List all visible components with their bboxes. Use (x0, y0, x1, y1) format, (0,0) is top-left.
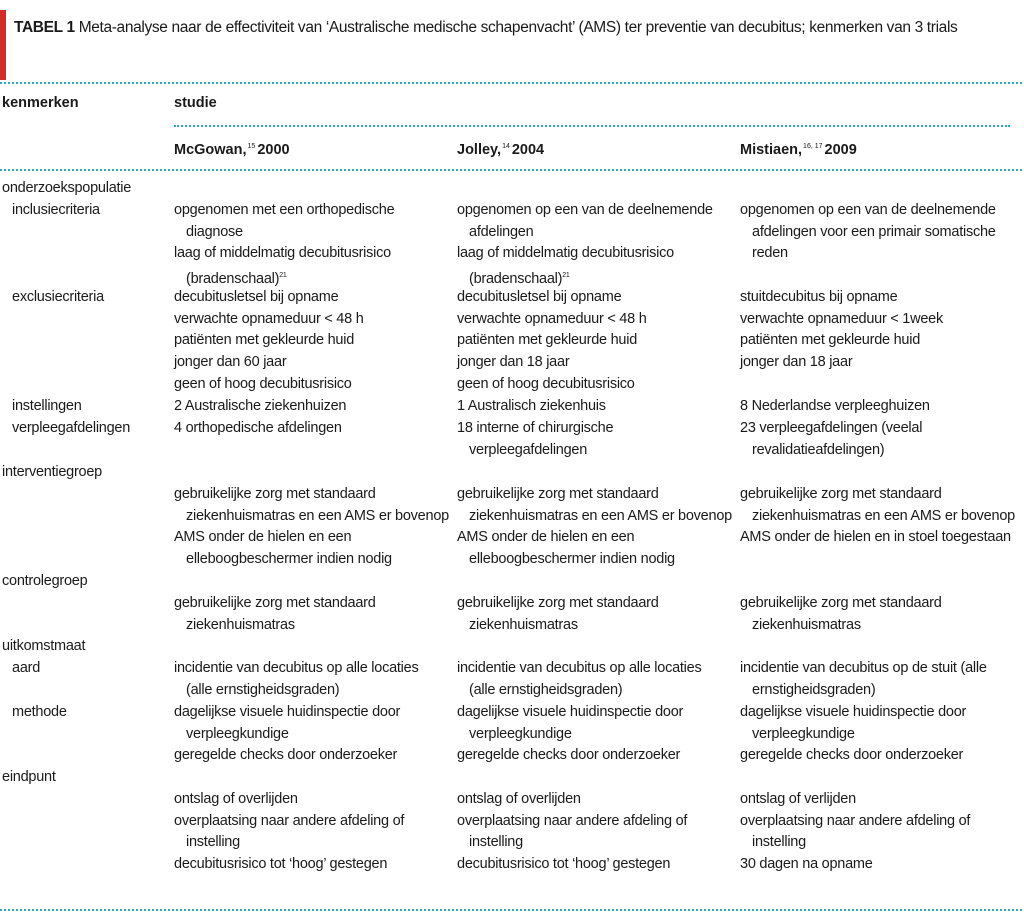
cell-line: (alle ernstigheidsgraden) (186, 681, 340, 698)
cell-line: gebruikelijke zorg met standaard (457, 486, 659, 502)
study-name: Mistiaen, (740, 141, 803, 158)
cell-line: 4 orthopedische afdelingen (174, 420, 342, 436)
title-accent-bar (0, 10, 6, 80)
cell-line: patiënten met gekleurde huid (174, 332, 355, 349)
cell-line: overplaatsing naar andere afdeling of (457, 812, 688, 829)
study-year: 2009 (824, 141, 857, 158)
cell-line: dagelijkse visuele huidinspectie door (740, 704, 967, 720)
cell-line: incidentie van decubitus op alle locaties (457, 660, 702, 676)
cell-line: verwachte opnameduur < 48 h (174, 310, 364, 327)
label-uitkomstmaat: uitkomstmaat (2, 638, 86, 654)
cell-line: dagelijkse visuele huidinspectie door (174, 704, 401, 720)
cell-line: gebruikelijke zorg met standaard (174, 486, 376, 502)
table-number: TABEL 1 (14, 19, 75, 36)
cell-line: opgenomen met een orthopedische (174, 202, 395, 218)
label-aard: aard (12, 660, 41, 676)
cell-line: elleboogbeschermer indien nodig (469, 551, 675, 568)
cell-line: 30 dagen na opname (740, 856, 873, 873)
cell-line-text: (bradenschaal) (186, 270, 280, 287)
cell-interv-mistiaen (740, 484, 1015, 549)
cell-line: reden (752, 245, 788, 262)
cell-line: instelling (469, 834, 523, 851)
cell-line: ernstigheidsgraden) (752, 681, 876, 698)
cell-incl-mcgowan (174, 200, 394, 291)
cell-contr-mcgowan (174, 593, 376, 636)
cell-line: AMS onder de hielen en een (457, 529, 635, 546)
header-kenmerken: kenmerken (2, 95, 79, 111)
cell-methode-jolley (457, 702, 683, 767)
label-instellingen: instellingen (12, 398, 82, 414)
cell-line: jonger dan 18 jaar (740, 354, 853, 371)
cell-line: 23 verpleegafdelingen (veelal (740, 420, 923, 436)
cell-line: ontslag of overlijden (457, 791, 581, 807)
cell-line: 8 Nederlandse verpleeghuizen (740, 398, 930, 414)
cell-line: AMS onder de hielen en een (174, 529, 352, 546)
cell-line: ziekenhuismatras (186, 616, 295, 633)
label-inclusiecriteria: inclusiecriteria (12, 202, 100, 218)
table-title (14, 18, 957, 38)
cell-line: geen of hoog decubitusrisico (457, 375, 635, 392)
cell-line: decubitusrisico tot ‘hoog’ gestegen (174, 856, 388, 873)
cell-line: revalidatieafdelingen) (752, 441, 885, 458)
cell-line: ziekenhuismatras (752, 616, 861, 633)
label-methode: methode (12, 704, 67, 720)
cell-excl-mistiaen (740, 287, 943, 374)
cell-line: opgenomen op een van de deelnemende (457, 202, 713, 218)
cell-line: verwachte opnameduur < 48 h (457, 310, 647, 327)
citation-ref: 21 (279, 272, 287, 280)
cell-line: geregelde checks door onderzoeker (457, 747, 681, 764)
cell-inst-mcgowan (174, 396, 346, 418)
cell-excl-mcgowan (174, 287, 364, 396)
cell-line: ziekenhuismatras en een AMS er bovenop (752, 507, 1015, 524)
cell-eind-jolley (457, 789, 687, 876)
cell-line: gebruikelijke zorg met standaard (740, 486, 942, 502)
header-rule (0, 169, 1022, 171)
bottom-rule (0, 909, 1022, 911)
cell-line: incidentie van decubitus op alle locaties (174, 660, 419, 676)
cell-line: geregelde checks door onderzoeker (174, 747, 398, 764)
cell-line: jonger dan 60 jaar (174, 354, 287, 371)
cell-line: afdelingen voor een primair somatische (752, 223, 996, 240)
cell-verpl-jolley (457, 418, 613, 461)
cell-line: ziekenhuismatras en een AMS er bovenop (469, 507, 732, 524)
cell-line: decubitusrisico tot ‘hoog’ gestegen (457, 856, 671, 873)
cell-inst-mistiaen (740, 396, 930, 418)
cell-line: 2 Australische ziekenhuizen (174, 398, 347, 414)
cell-excl-jolley (457, 287, 647, 396)
cell-line: gebruikelijke zorg met standaard (740, 595, 942, 611)
study-header-jolley (457, 138, 544, 159)
cell-eind-mcgowan (174, 789, 404, 876)
cell-line: instelling (186, 834, 240, 851)
cell-line: laag of middelmatig decubitusrisico (457, 245, 674, 262)
cell-methode-mistiaen (740, 702, 966, 767)
cell-aard-jolley (457, 658, 701, 701)
table-caption: Meta-analyse naar de effectiviteit van ‘Australische medische schapenvacht’ (AMS) ter preventie van decubitus; kenmerken van 3 trials (78, 19, 958, 36)
cell-line: verwachte opnameduur < 1week (740, 310, 943, 327)
cell-line: diagnose (186, 223, 243, 240)
cell-line: patiënten met gekleurde huid (457, 332, 638, 349)
table-title-bar (0, 10, 1024, 80)
study-ref: 14 (502, 143, 510, 150)
study-header-mistiaen (740, 138, 857, 159)
cell-line: opgenomen op een van de deelnemende (740, 202, 996, 218)
cell-interv-jolley (457, 484, 732, 571)
cell-line: ziekenhuismatras en een AMS er bovenop (186, 507, 449, 524)
cell-methode-mcgowan (174, 702, 400, 767)
study-group-rule (174, 125, 1010, 127)
cell-line: afdelingen (469, 223, 534, 240)
header-studie: studie (174, 95, 217, 111)
cell-aard-mistiaen (740, 658, 987, 701)
cell-incl-mistiaen (740, 200, 996, 265)
cell-line: verpleegkundige (752, 725, 855, 742)
study-name: Jolley, (457, 141, 502, 158)
study-year: 2004 (511, 141, 545, 158)
label-exclusiecriteria: exclusiecriteria (12, 289, 104, 305)
cell-line: ziekenhuismatras (469, 616, 578, 633)
cell-line: decubitusletsel bij opname (457, 289, 622, 305)
label-interventiegroep: interventiegroep (2, 464, 102, 480)
cell-verpl-mistiaen (740, 418, 922, 461)
label-eindpunt: eindpunt (2, 769, 56, 785)
cell-incl-jolley (457, 200, 713, 291)
cell-line: ontslag of overlijden (174, 791, 298, 807)
study-name: McGowan, (174, 141, 247, 158)
cell-line: dagelijkse visuele huidinspectie door (457, 704, 684, 720)
cell-line: laag of middelmatig decubitusrisico (174, 245, 391, 262)
cell-interv-mcgowan (174, 484, 449, 571)
cell-line-text: (bradenschaal) (469, 270, 563, 287)
study-header-mcgowan (174, 138, 290, 159)
cell-line: patiënten met gekleurde huid (740, 332, 921, 349)
cell-verpl-mcgowan (174, 418, 342, 440)
study-year: 2000 (257, 141, 290, 158)
cell-line: 18 interne of chirurgische (457, 420, 614, 436)
citation-ref: 21 (562, 272, 570, 280)
cell-line: jonger dan 18 jaar (457, 354, 570, 371)
cell-line: verpleegkundige (469, 725, 572, 742)
cell-line: (alle ernstigheidsgraden) (469, 681, 623, 698)
label-verpleegafdelingen: verpleegafdelingen (12, 420, 131, 436)
top-rule (0, 82, 1022, 84)
cell-line: overplaatsing naar andere afdeling of (174, 812, 405, 829)
label-onderzoekspopulatie: onderzoekspopulatie (2, 180, 132, 196)
cell-line: AMS onder de hielen en in stoel toegestaan (740, 529, 1011, 546)
cell-line: overplaatsing naar andere afdeling of (740, 812, 971, 829)
cell-aard-mcgowan (174, 658, 418, 701)
cell-line: instelling (752, 834, 806, 851)
cell-line: ontslag of verlijden (740, 791, 856, 807)
cell-contr-jolley (457, 593, 659, 636)
cell-line: geen of hoog decubitusrisico (174, 375, 352, 392)
label-controlegroep: controlegroep (2, 573, 88, 589)
cell-line: stuitdecubitus bij opname (740, 289, 898, 305)
cell-line: elleboogbeschermer indien nodig (186, 551, 392, 568)
study-ref: 16, 17 (803, 143, 823, 150)
cell-inst-jolley (457, 396, 606, 418)
cell-line: verpleegafdelingen (469, 441, 588, 458)
cell-line: gebruikelijke zorg met standaard (457, 595, 659, 611)
cell-line: gebruikelijke zorg met standaard (174, 595, 376, 611)
study-ref: 15 (247, 143, 256, 150)
cell-eind-mistiaen (740, 789, 970, 876)
cell-line: geregelde checks door onderzoeker (740, 747, 964, 764)
cell-line: verpleegkundige (186, 725, 289, 742)
cell-line: decubitusletsel bij opname (174, 289, 339, 305)
cell-contr-mistiaen (740, 593, 942, 636)
cell-line: 1 Australisch ziekenhuis (457, 398, 606, 414)
cell-line: incidentie van decubitus op de stuit (alle (740, 660, 987, 676)
